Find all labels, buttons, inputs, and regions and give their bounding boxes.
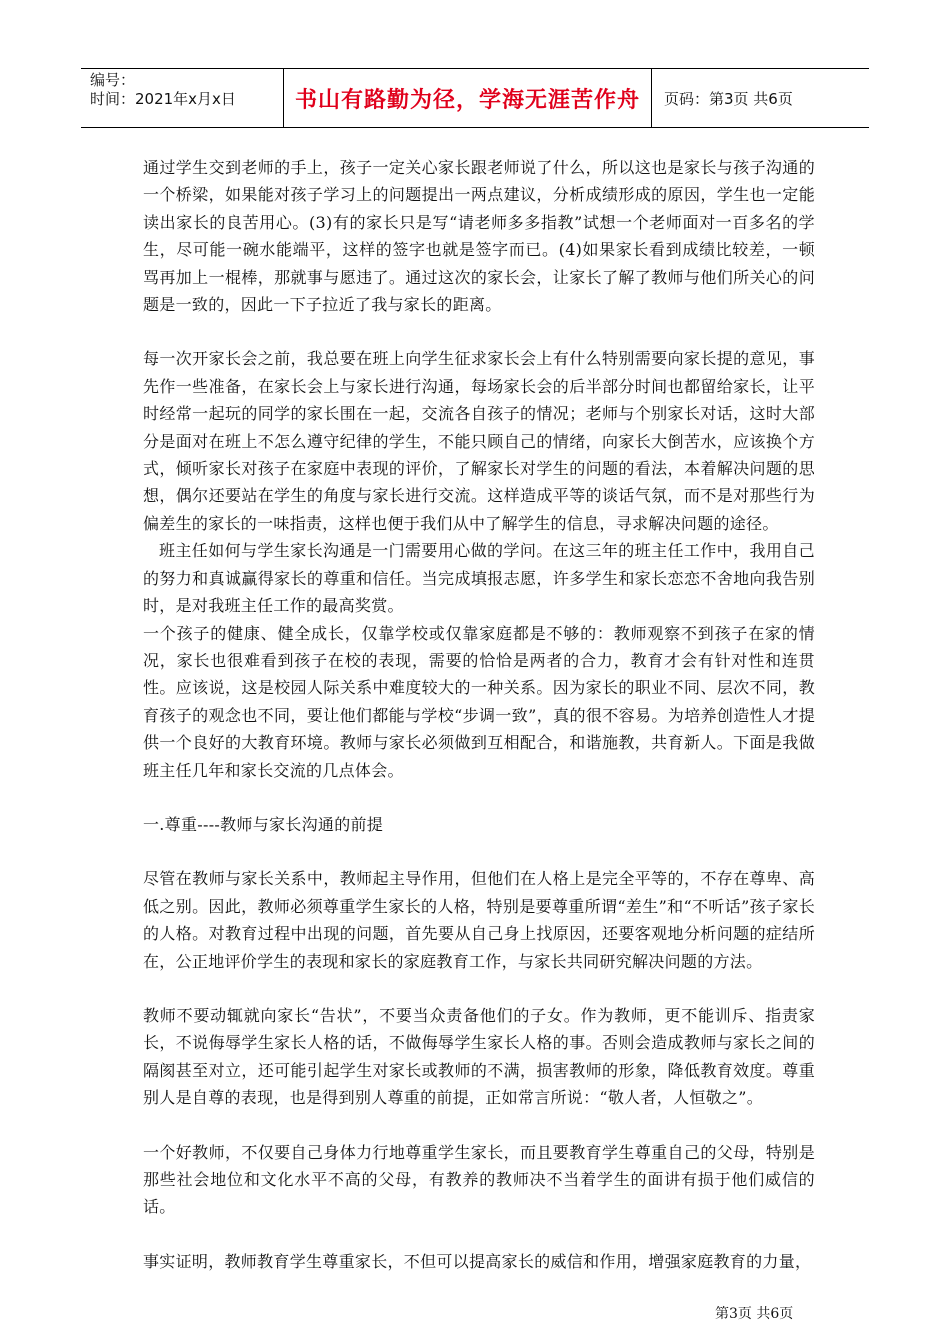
body-paragraph: 一个孩子的健康、健全成长，仅靠学校或仅靠家庭都是不够的：教师观察不到孩子在家的情况，家长也很难看到孩子在校的表现，需要的恰恰是两者的合力，教育才会有针对性和连贯性。应该说，这是校园人际关系中难度较大的一种关系。因为家长的职业不同、层次不同，教育孩子的观念也不同，要让他们都能与学校“步调一致”，真的很不容易。为培养创造性人才提供一个良好的大教育环境。教师与家长必须做到互相配合，和谐施教，共育新人。下面是我做班主任几年和家长交流的几点体会。 bbox=[143, 623, 815, 780]
header-page-number: 页码：第3页 共6页 bbox=[664, 89, 793, 108]
document-date-label: 时间：2021年x月x日 bbox=[90, 90, 236, 108]
document-number-label: 编号： bbox=[90, 71, 136, 89]
document-body bbox=[143, 154, 815, 1275]
body-paragraph: 尽管在教师与家长关系中，教师起主导作用，但他们在人格上是完全平等的，不存在尊卑、高低之别。因此，教师必须尊重学生家长的人格，特别是要尊重所谓“差生”和“不听话”孩子家长的人格。对教育过程中出现的问题，首先要从自己身上找原因，还要客观地分析问题的症结所在，公正地评价学生的表现和家长的家庭教育工作，与家长共同研究解决问题的方法。 bbox=[143, 869, 815, 971]
body-paragraph: 通过学生交到老师的手上，孩子一定关心家长跟老师说了什么，所以这也是家长与孩子沟通的一个桥梁，如果能对孩子学习上的问题提出一两点建议，分析成绩形成的原因，学生也一定能读出家长的良苦用心。(3)有的家长只是写“请老师多多指教”试想一个老师面对一百多名的学生，尽可能一碗水能端平，这样的签字也就是签字而已。(4)如果家长看到成绩比较差，一顿骂再加上一棍棒，那就事与愿违了。通过这次的家长会，让家长了解了教师与他们所关心的问题是一致的，因此一下子拉近了我与家长的距离。 bbox=[143, 158, 815, 315]
header-meta bbox=[81, 69, 284, 127]
section-heading: 一.尊重----教师与家长沟通的前提 bbox=[143, 814, 384, 834]
body-paragraph: 教师不要动辄就向家长“告状”，不要当众责备他们的子女。作为教师，更不能训斥、指责家长，不说侮辱学生家长人格的话，不做侮辱学生家长人格的事。否则会造成教师与家长之间的隔阂甚至对立，还可能引起学生对家长或教师的不满，损害教师的形象，降低教育效度。尊重别人是自尊的表现，也是得到别人尊重的前提，正如常言所说：“敬人者，人恒敬之”。 bbox=[143, 1005, 815, 1108]
page-header bbox=[81, 68, 869, 128]
body-paragraph: 事实证明，教师教育学生尊重家长，不但可以提高家长的威信和作用，增强家庭教育的力量， bbox=[143, 1251, 812, 1271]
header-motto: 书山有路勤为径，学海无涯苦作舟 bbox=[284, 69, 652, 127]
body-paragraph: 每一次开家长会之前，我总要在班上向学生征求家长会上有什么特别需要向家长提的意见，事先作一些准备，在家长会上与家长进行沟通，每场家长会的后半部分时间也都留给家长，让平时经常一起玩的同学的家长围在一起，交流各自孩子的情况；老师与个别家长对话，这时大部分是面对在班上不怎么遵守纪律的学生，不能只顾自己的情绪，向家长大倒苦水，应该换个方式，倾听家长对孩子在家庭中表现的评价，了解家长对学生的问题的看法，本着解决问题的思想，偶尔还要站在学生的角度与家长进行交流。这样造成平等的谈话气氛，而不是对那些行为偏差生的家长的一味指责，这样也便于我们从中了解学生的信息，寻求解决问题的途径。 bbox=[143, 349, 815, 533]
body-paragraph: 班主任如何与学生家长沟通是一门需要用心做的学问。在这三年的班主任工作中，我用自己的努力和真诚赢得家长的尊重和信任。当完成填报志愿，许多学生和家长恋恋不舍地向我告别时，是对我班主任工作的最高奖赏。 bbox=[143, 541, 815, 616]
page-footer: 第3页 共6页 bbox=[715, 1306, 794, 1322]
body-paragraph: 一个好教师，不仅要自己身体力行地尊重学生家长，而且要教育学生尊重自己的父母，特别是那些社会地位和文化水平不高的父母，有教养的教师决不当着学生的面讲有损于他们威信的话。 bbox=[143, 1142, 815, 1217]
